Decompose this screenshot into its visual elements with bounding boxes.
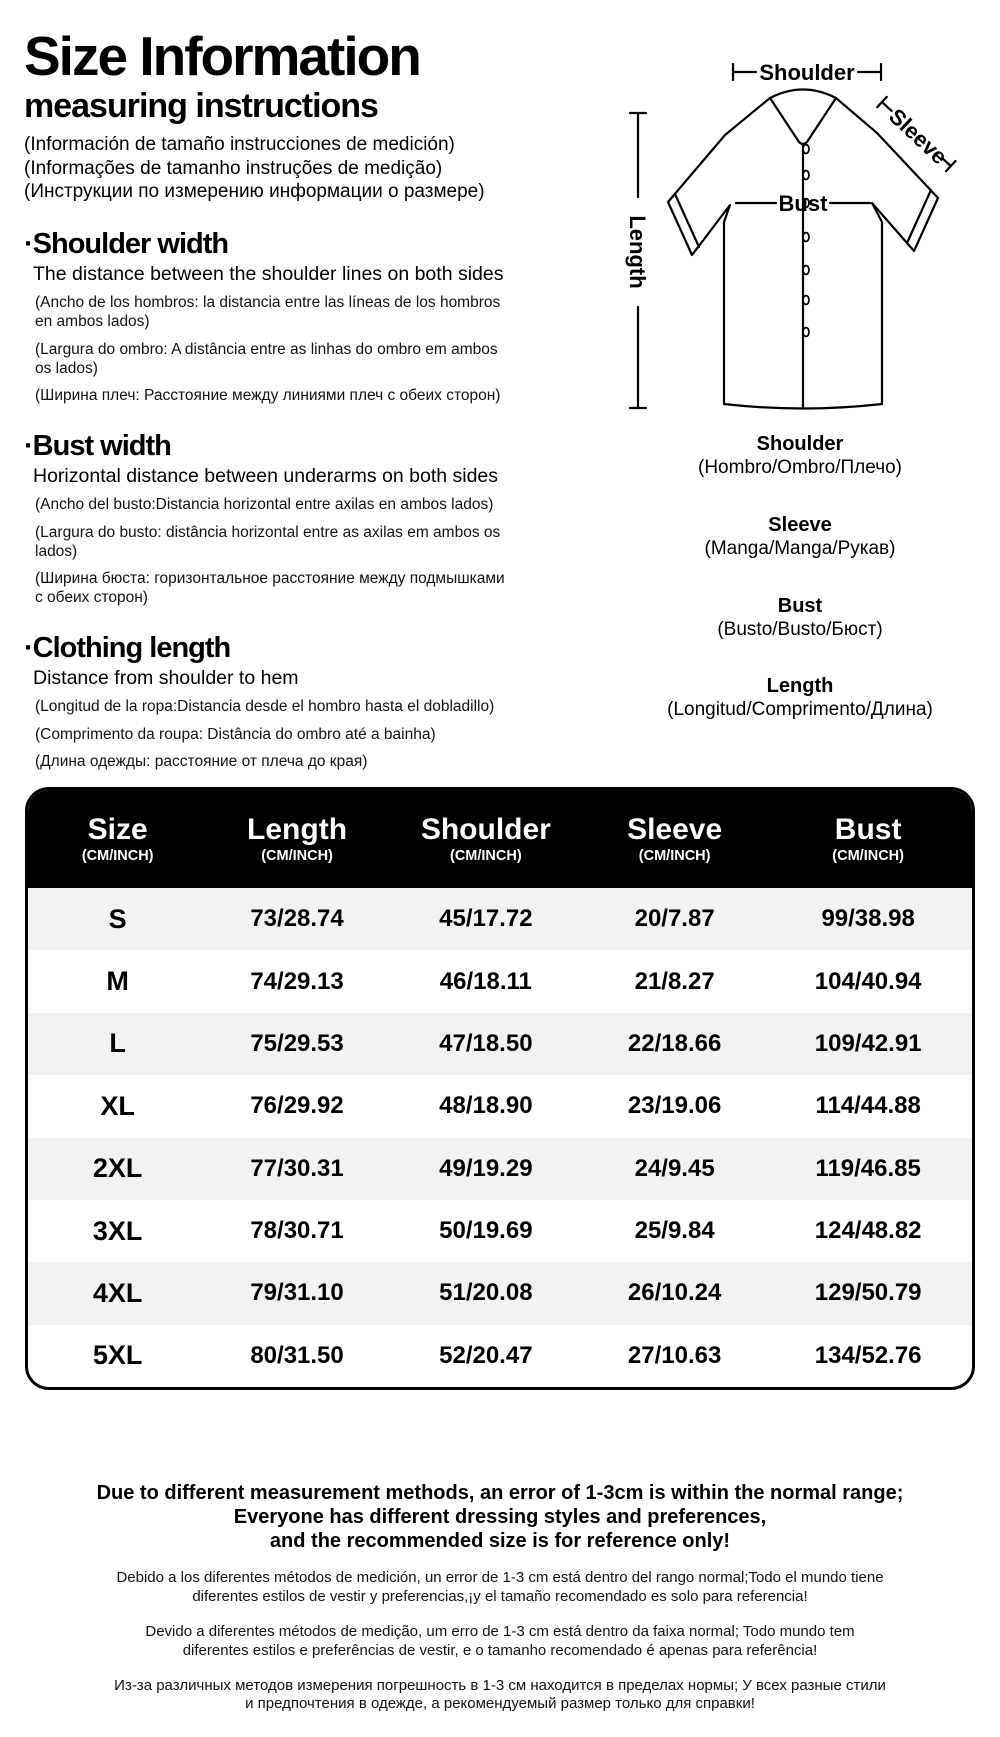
column-header-length: Length (CM/INCH) xyxy=(247,812,348,865)
cell-bust: 119/46.85 xyxy=(815,1154,921,1182)
disclaimer-es xyxy=(0,1569,1000,1607)
table-row-5xl xyxy=(28,1325,972,1387)
cell-size: L xyxy=(109,1028,126,1059)
cell-size: 4XL xyxy=(92,1277,143,1308)
table-row-3xl xyxy=(28,1200,972,1262)
section-title: ·Bust width xyxy=(24,430,171,463)
section-title: ·Clothing length xyxy=(24,632,231,665)
cell-sleeve: 24/9.45 xyxy=(634,1154,715,1182)
size-table xyxy=(25,787,975,1390)
cell-bust: 124/48.82 xyxy=(814,1217,922,1245)
cell-shoulder: 52/20.47 xyxy=(439,1341,533,1369)
table-row-m xyxy=(28,950,972,1012)
section-description: Distance from shoulder to hem xyxy=(33,667,299,690)
sleeve-measure xyxy=(873,93,959,175)
section-translation-pt: (Comprimento da roupa: Distância do ombro até a bainha) xyxy=(35,725,436,743)
column-header-bust: Bust (CM/INCH) xyxy=(832,812,904,865)
cell-length: 76/29.92 xyxy=(250,1092,344,1120)
section-translation-pt: (Largura do ombro: A distância entre as linhas do ombro em ambos os lados) xyxy=(35,340,498,377)
cell-bust: 114/44.88 xyxy=(815,1092,921,1120)
table-row-2xl xyxy=(28,1138,972,1200)
cell-shoulder: 48/18.90 xyxy=(439,1092,533,1120)
section-translation-es: (Longitud de la ropa:Distancia desde el hombro hasta el dobladillo) xyxy=(35,698,495,716)
legend-name: Sleeve xyxy=(768,513,832,536)
legend-translation: (Manga/Manga/Рукав) xyxy=(704,537,896,559)
legend-translation: (Longitud/Comprimento/Длина) xyxy=(667,699,933,721)
legend-name: Shoulder xyxy=(756,433,844,455)
section-translation-ru: (Длина одежды: расстояние от плеча до края) xyxy=(35,752,368,770)
cell-length: 74/29.13 xyxy=(250,967,344,995)
cell-shoulder: 51/20.08 xyxy=(439,1279,533,1307)
sleeve-measure-label: Sleeve xyxy=(884,103,953,170)
cell-size: M xyxy=(106,966,129,997)
cell-size: 3XL xyxy=(92,1215,143,1246)
column-header-sleeve: Sleeve (CM/INCH) xyxy=(627,812,723,865)
section-translation-pt: (Largura do busto: distância horizontal entre as axilas em ambos os lados) xyxy=(35,523,501,560)
left-cuff-line xyxy=(675,194,699,247)
length-measure xyxy=(625,113,650,408)
cell-bust: 99/38.98 xyxy=(821,905,915,933)
legend-item-shoulder xyxy=(600,432,1000,480)
section-translation-ru: (Ширина плеч: Расстояние между линиями плеч с обеих сторон) xyxy=(35,387,501,405)
table-row-xl xyxy=(28,1075,972,1137)
cell-shoulder: 46/18.11 xyxy=(439,967,532,995)
cell-bust: 109/42.91 xyxy=(814,1029,922,1057)
section-bust-width xyxy=(24,430,564,607)
column-header-size: Size (CM/INCH) xyxy=(81,812,154,865)
cell-bust: 129/50.79 xyxy=(814,1279,922,1307)
collar xyxy=(770,90,836,145)
disclaimer-en-line2: Everyone has different dressing styles and preferences, xyxy=(233,1506,767,1528)
shoulder-measure-label: Shoulder xyxy=(759,60,855,85)
disclaimer-es-line2: diferentes estilos de vestir y preferencias,¡y el tamaño recomendado es solo para referencia! xyxy=(192,1587,808,1605)
table-row-4xl xyxy=(28,1262,972,1324)
section-shoulder-width xyxy=(24,228,564,405)
legend-item-length xyxy=(600,674,1000,722)
cell-sleeve: 25/9.84 xyxy=(634,1217,715,1245)
cell-size: S xyxy=(108,903,127,934)
measurement-legend xyxy=(600,432,1000,755)
cell-length: 77/30.31 xyxy=(250,1154,344,1182)
section-translation-es: (Ancho del busto:Distancia horizontal entre axilas en ambos lados) xyxy=(35,496,494,514)
table-row-s xyxy=(28,888,972,950)
disclaimer-es-line1: Debido a los diferentes métodos de medición, un error de 1-3 cm está dentro del rango normal;Todo el mundo tiene xyxy=(116,1569,884,1586)
subtitle-translation-ru: (Инструкции по измерению информации о размере) xyxy=(24,180,485,202)
cell-sleeve: 21/8.27 xyxy=(634,967,715,995)
legend-name: Length xyxy=(766,675,834,698)
disclaimer-en-line3: and the recommended size is for reference only! xyxy=(269,1530,731,1552)
cell-sleeve: 20/7.87 xyxy=(634,905,715,933)
legend-translation: (Busto/Busto/Бюст) xyxy=(717,618,883,640)
disclaimer-pt xyxy=(0,1623,1000,1661)
shoulder-measure xyxy=(733,60,881,85)
page-title: Size Information xyxy=(24,25,420,87)
cell-shoulder: 50/19.69 xyxy=(439,1217,533,1245)
shirt-diagram xyxy=(580,52,980,417)
cell-length: 73/28.74 xyxy=(250,905,344,933)
legend-item-bust xyxy=(600,594,1000,642)
disclaimer-ru-line1: Из-за различных методов измерения погрешность в 1-3 см находится в пределах нормы; У всех разные стили xyxy=(114,1676,886,1694)
disclaimer-pt-line1: Devido a diferentes métodos de medição, um erro de 1-3 cm está dentro da faixa normal; Todo mundo tem xyxy=(145,1622,855,1640)
column-header-shoulder: Shoulder (CM/INCH) xyxy=(420,812,551,865)
cell-shoulder: 47/18.50 xyxy=(439,1029,533,1057)
subtitle-translation-es: (Información de tamaño instrucciones de medición) xyxy=(24,134,455,156)
cell-sleeve: 23/19.06 xyxy=(627,1092,722,1120)
cell-length: 79/31.10 xyxy=(250,1279,344,1307)
header xyxy=(24,25,564,779)
cell-bust: 134/52.76 xyxy=(814,1341,922,1369)
table-row-l xyxy=(28,1013,972,1075)
legend-translation: (Hombro/Ombro/Плечо) xyxy=(698,457,902,478)
section-clothing-length xyxy=(24,632,564,771)
shirt-outline xyxy=(668,90,938,409)
page-subtitle: measuring instructions xyxy=(24,87,378,126)
cell-sleeve: 26/10.24 xyxy=(627,1279,722,1307)
footer-disclaimer xyxy=(0,1481,1000,1714)
legend-name: Bust xyxy=(777,594,823,617)
disclaimer-pt-line2: diferentes estilos e preferências de vestir, e o tamanho recomendado é apenas para referência! xyxy=(182,1641,818,1659)
cell-sleeve: 22/18.66 xyxy=(627,1029,722,1057)
disclaimer-ru-line2: и предпочтения в одежде, а рекомендуемый размер только для справки! xyxy=(245,1695,755,1713)
cell-shoulder: 45/17.72 xyxy=(439,905,533,933)
cell-size: 5XL xyxy=(92,1340,143,1371)
disclaimer-ru xyxy=(0,1677,1000,1715)
section-translation-es: (Ancho de los hombros: la distancia entre las líneas de los hombros en ambos lados) xyxy=(35,294,501,331)
cell-bust: 104/40.94 xyxy=(814,967,922,995)
subtitle-translation-pt: (Informações de tamanho instruções de medição) xyxy=(24,157,443,179)
cell-length: 78/30.71 xyxy=(250,1217,344,1245)
section-title: ·Shoulder width xyxy=(24,228,229,261)
bust-measure-label: Bust xyxy=(778,191,828,216)
cell-length: 80/31.50 xyxy=(250,1341,344,1369)
section-description: The distance between the shoulder lines on both sides xyxy=(33,263,504,286)
size-table-body xyxy=(28,888,972,1387)
section-translation-ru: (Ширина бюста: горизонтальное расстояние между подмышками с обеих сторон) xyxy=(35,570,505,607)
cell-sleeve: 27/10.63 xyxy=(627,1341,722,1369)
disclaimer-en-line1: Due to different measurement methods, an error of 1-3cm is within the normal range; xyxy=(96,1482,904,1504)
cell-shoulder: 49/19.29 xyxy=(439,1154,533,1182)
cell-size: XL xyxy=(100,1090,135,1121)
cell-size: 2XL xyxy=(92,1153,143,1184)
legend-item-sleeve xyxy=(600,513,1000,561)
right-cuff-line xyxy=(907,190,931,243)
cell-length: 75/29.53 xyxy=(250,1029,344,1057)
bust-measure xyxy=(736,191,870,216)
section-description: Horizontal distance between underarms on both sides xyxy=(33,465,499,488)
length-measure-label: Length xyxy=(625,215,650,289)
size-table-header xyxy=(28,790,972,888)
